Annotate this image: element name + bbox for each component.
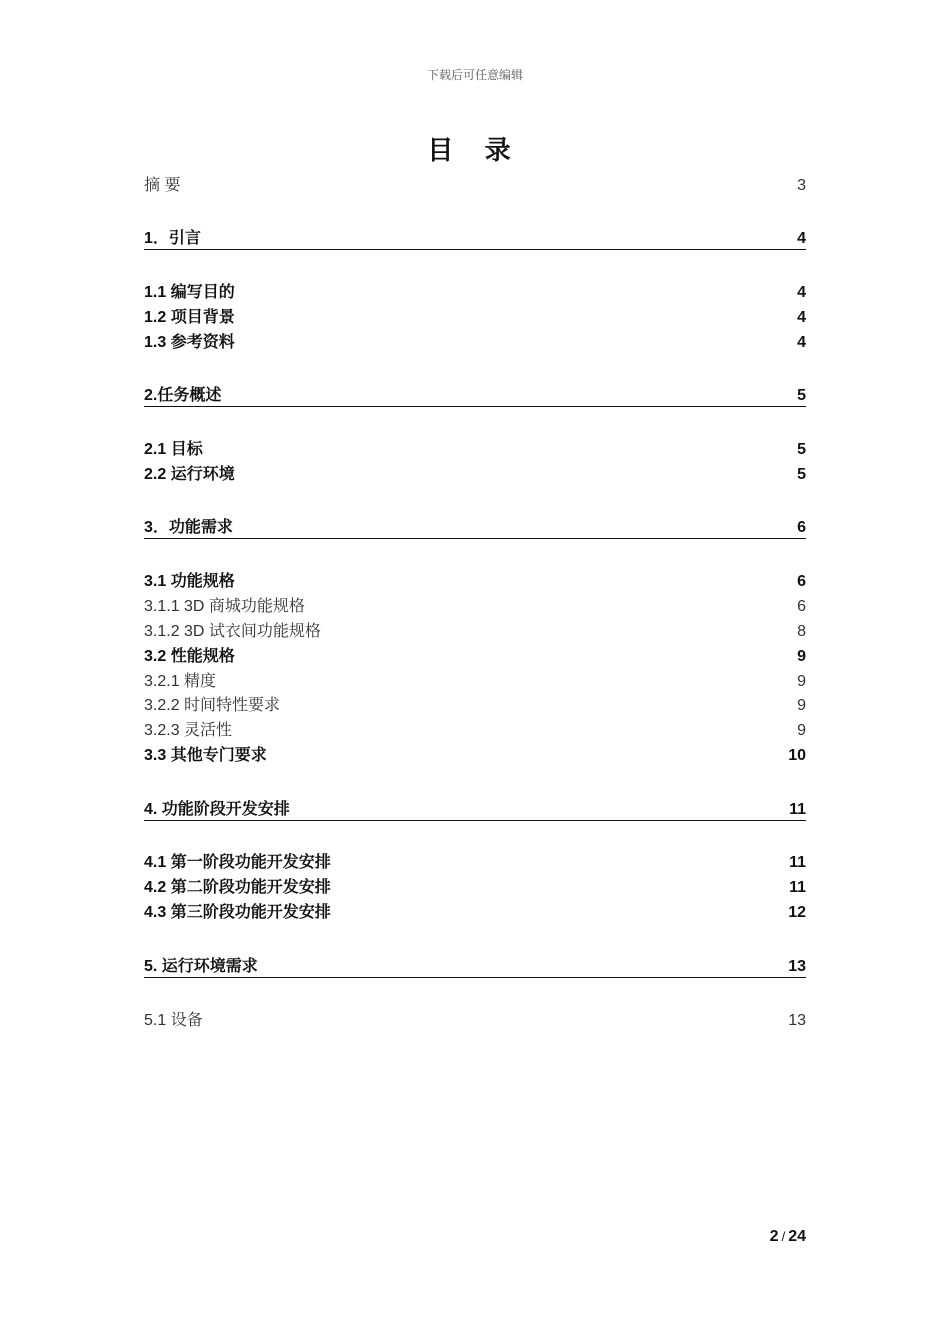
toc-entry-label: 1.1 编写目的 <box>144 284 235 301</box>
toc-entry-label: 3.1.2 3D 试衣间功能规格 <box>144 623 321 640</box>
toc-entry[interactable] <box>144 670 806 692</box>
toc-chapter[interactable] <box>144 227 806 250</box>
toc-entry-page: 13 <box>788 1012 806 1029</box>
toc-entry-label: 3.2.3 灵活性 <box>144 722 233 739</box>
toc-entry[interactable] <box>144 438 806 460</box>
toc-entry[interactable] <box>144 306 806 328</box>
page-separator: / <box>781 1229 786 1244</box>
toc-chapter[interactable] <box>144 955 806 978</box>
toc-entry-label: 2.1 目标 <box>144 441 203 458</box>
toc-entry-page: 10 <box>788 747 806 764</box>
toc-entry-page: 4 <box>797 334 806 351</box>
toc-entry-label: 5. 运行环境需求 <box>144 958 258 975</box>
toc-entry-label: 4.3 第三阶段功能开发安排 <box>144 904 331 921</box>
page-number <box>770 1228 806 1246</box>
toc-entry-label: 2.2 运行环境 <box>144 466 235 483</box>
toc-entry[interactable] <box>144 719 806 741</box>
toc-entry[interactable] <box>144 876 806 898</box>
toc-entry[interactable] <box>144 694 806 716</box>
toc-entry-page: 12 <box>788 904 806 921</box>
toc-entry[interactable] <box>144 851 806 873</box>
current-page: 2 <box>769 1228 779 1245</box>
toc-entry-label: 3.2.1 精度 <box>144 673 217 690</box>
toc-entry-page: 11 <box>789 854 806 871</box>
toc-entry-page: 6 <box>797 598 806 615</box>
header-note: 下载后可任意编辑 <box>426 68 523 82</box>
toc-entry-page: 11 <box>789 879 806 896</box>
toc-entry-label: 3.1 功能规格 <box>144 573 235 590</box>
total-pages: 24 <box>788 1228 806 1245</box>
toc-entry-label: 5.1 设备 <box>144 1012 203 1029</box>
toc-entry-page: 6 <box>797 519 806 536</box>
toc-entry-label: 1.2 项目背景 <box>144 309 235 326</box>
toc-entry-page: 4 <box>797 284 806 301</box>
toc-entry-page: 11 <box>789 801 806 818</box>
toc-entry-page: 5 <box>797 387 806 404</box>
toc-entry-page: 9 <box>797 722 806 739</box>
toc-entry-page: 4 <box>797 230 806 247</box>
toc-entry-label: 2.任务概述 <box>144 387 222 404</box>
toc-entry-label: 1.3 参考资料 <box>144 334 235 351</box>
toc-chapter[interactable] <box>144 516 806 539</box>
toc-entry-page: 9 <box>797 697 806 714</box>
toc-entry-label: 3.2.2 时间特性要求 <box>144 697 281 714</box>
toc-entry[interactable] <box>144 281 806 303</box>
toc-entry[interactable] <box>144 620 806 642</box>
toc-chapter[interactable] <box>144 798 806 821</box>
toc-entry-page: 9 <box>797 673 806 690</box>
toc-entry-label: 4.1 第一阶段功能开发安排 <box>144 854 331 871</box>
toc-entry-page: 6 <box>797 573 806 590</box>
toc-entry-label: 3.1.1 3D 商城功能规格 <box>144 598 305 615</box>
toc-entry[interactable] <box>144 645 806 667</box>
toc-entry[interactable] <box>144 1009 806 1031</box>
toc-entry-page: 4 <box>797 309 806 326</box>
toc-entry-page: 5 <box>797 441 806 458</box>
toc-entry[interactable] <box>144 744 806 766</box>
toc-entry[interactable] <box>144 463 806 485</box>
toc-entry[interactable] <box>144 174 806 196</box>
toc-entry-label: 3．功能需求 <box>144 519 233 536</box>
toc-entry-page: 9 <box>797 648 806 665</box>
toc-entry-label: 4.2 第二阶段功能开发安排 <box>144 879 331 896</box>
toc-entry-page: 5 <box>797 466 806 483</box>
toc-entry-label: 3.3 其他专门要求 <box>144 747 267 764</box>
toc-entry-page: 8 <box>797 623 806 640</box>
toc-title: 目 录 <box>427 135 523 165</box>
toc-entry[interactable] <box>144 595 806 617</box>
toc-entry[interactable] <box>144 570 806 592</box>
toc-entry-label: 摘 要 <box>144 177 181 194</box>
toc-entry-label: 4. 功能阶段开发安排 <box>144 801 290 818</box>
toc-entry[interactable] <box>144 331 806 353</box>
toc-entry-page: 3 <box>797 177 806 194</box>
toc-entry-label: 1．引言 <box>144 230 201 247</box>
toc-entry-page: 13 <box>788 958 806 975</box>
toc-entry-label: 3.2 性能规格 <box>144 648 235 665</box>
toc-entry[interactable] <box>144 901 806 923</box>
toc-chapter[interactable] <box>144 384 806 407</box>
